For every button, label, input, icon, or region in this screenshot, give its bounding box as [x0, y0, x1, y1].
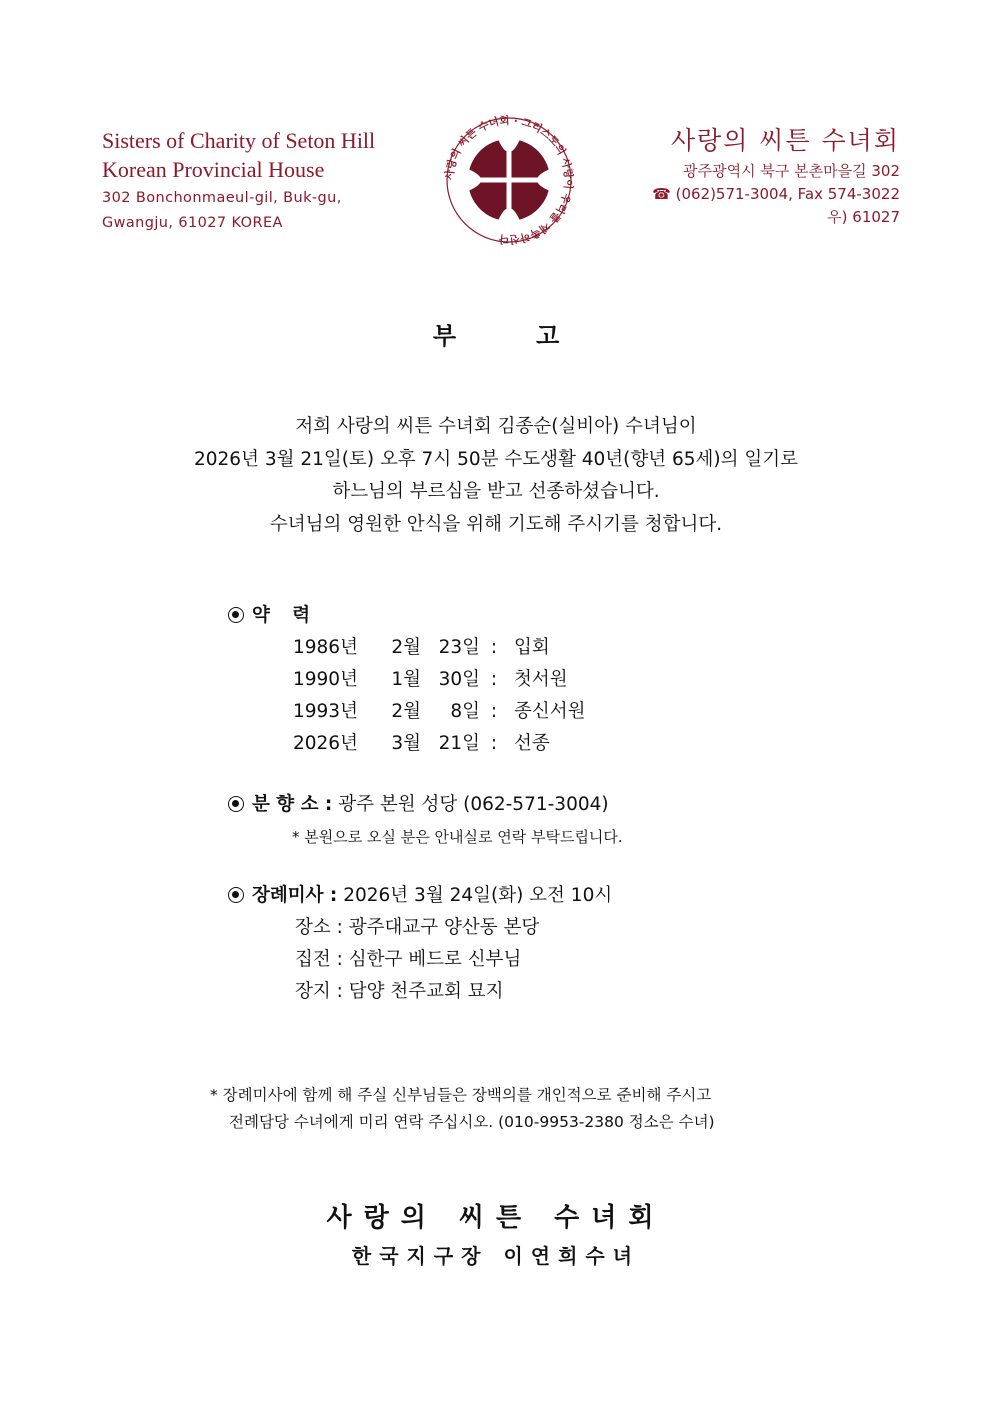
history-month: 1월 — [391, 669, 421, 690]
history-heading-label: 약 력 — [252, 605, 319, 626]
history-day: 8일 — [450, 701, 480, 722]
announcement-line-3: 하느님의 부르심을 받고 선종하셨습니다. — [332, 481, 660, 502]
history-colon: : — [490, 733, 498, 754]
history-heading — [228, 601, 318, 627]
org-name-en: Sisters of Charity of Seton Hill — [102, 128, 376, 153]
funeral-place: 장소 : 광주대교구 양산동 본당 — [295, 917, 540, 938]
history-row — [293, 664, 585, 696]
mourning-hall-value: 광주 본원 성당 (062-571-3004) — [338, 794, 609, 815]
province-name-en: Korean Provincial House — [102, 157, 325, 182]
priest-notice — [210, 1082, 715, 1136]
history-year: 1993년 — [293, 701, 358, 722]
history-colon: : — [490, 701, 498, 722]
priest-notice-line-2: 전례담당 수녀에게 미리 연락 주십시오. (010-9953-2380 정소은 수녀) — [229, 1113, 715, 1131]
header-english-block — [102, 126, 375, 236]
funeral-burial: 장지 : 담양 천주교회 묘지 — [295, 981, 504, 1002]
header-korean-block — [652, 126, 900, 229]
history-event: 선종 — [514, 733, 550, 754]
mourning-hall-label: 분 향 소 : — [252, 794, 333, 815]
mourning-hall-note: * 본원으로 오실 분은 안내실로 연락 부탁드립니다. — [292, 828, 623, 846]
address-en-line2: Gwangju, 61027 KOREA — [102, 215, 283, 231]
address-ko: 광주광역시 북구 본촌마을길 302 — [683, 162, 900, 180]
announcement-text — [0, 411, 992, 541]
funeral-mass-line — [228, 881, 612, 907]
mourning-hall-line — [228, 790, 609, 816]
postal-code: 우) 61027 — [827, 208, 900, 226]
history-day: 30일 — [438, 669, 480, 690]
history-month: 2월 — [391, 637, 421, 658]
congregation-emblem-logo — [436, 115, 582, 245]
page-title — [0, 316, 992, 351]
history-list — [293, 632, 585, 760]
announcement-line-4: 수녀님의 영원한 안식을 위해 기도해 주시기를 청합니다. — [269, 513, 723, 535]
history-day: 21일 — [438, 733, 480, 754]
bullet-circle-icon — [228, 796, 244, 812]
announcement-line-1: 저희 사랑의 씨튼 수녀회 김종순(실비아) 수녀님이 — [295, 416, 697, 437]
org-name-ko: 사랑의 씨튼 수녀회 — [670, 126, 900, 155]
funeral-celebrant: 집전 : 심한구 베드로 신부님 — [295, 949, 522, 970]
history-row — [293, 728, 585, 760]
history-colon: : — [490, 637, 498, 658]
history-colon: : — [490, 669, 498, 690]
history-year: 1990년 — [293, 669, 358, 690]
bullet-circle-icon — [228, 607, 244, 623]
history-year: 2026년 — [293, 733, 358, 754]
address-en-line1: 302 Bonchonmaeul-gil, Buk-gu, — [102, 190, 342, 206]
bullet-circle-icon — [228, 887, 244, 903]
history-event: 입회 — [514, 637, 550, 658]
history-event: 종신서원 — [514, 701, 586, 722]
priest-notice-line-1: * 장례미사에 함께 해 주실 신부님들은 장백의를 개인적으로 준비해 주시고 — [210, 1086, 712, 1104]
signature-org: 사랑의 씨튼 수녀회 — [326, 1203, 666, 1233]
title-char-1: 부 — [432, 321, 456, 350]
history-day: 23일 — [438, 637, 480, 658]
history-row — [293, 632, 585, 664]
history-month: 2월 — [391, 701, 421, 722]
funeral-mass-value: 2026년 3월 24일(화) 오전 10시 — [343, 885, 613, 906]
history-row — [293, 696, 585, 728]
emblem-motto-text: 사랑의 씨튼 수녀회 · 그리스도의 사랑이 우리를 재촉하신다 — [443, 115, 575, 245]
funeral-mass-label: 장례미사 : — [252, 885, 338, 906]
signature-person: 한국지구장 이연희수녀 — [351, 1244, 641, 1268]
history-month: 3월 — [391, 733, 421, 754]
history-event: 첫서원 — [514, 669, 568, 690]
phone-fax: ☎ (062)571-3004, Fax 574-3022 — [652, 185, 900, 203]
title-char-2: 고 — [536, 321, 560, 350]
announcement-line-2: 2026년 3월 21일(토) 오후 7시 50분 수도생활 40년(향년 65세)의 일기로 — [193, 448, 798, 470]
history-year: 1986년 — [293, 637, 358, 658]
funeral-details — [295, 912, 539, 1008]
